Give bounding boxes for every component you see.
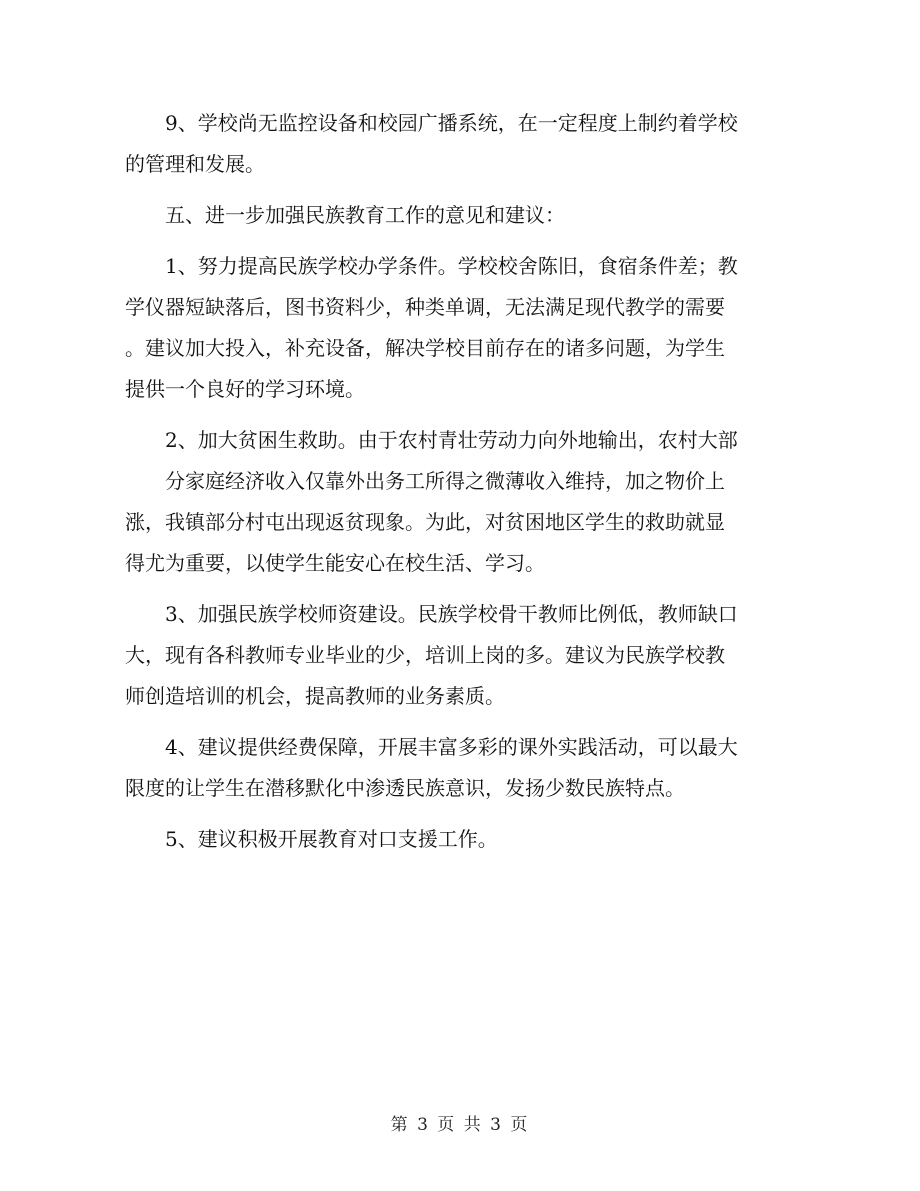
paragraph-suggestion-2 [125, 420, 797, 584]
text-line: 2、加大贫困生救助。由于农村青壮劳动力向外地输出，农村大部 [125, 428, 738, 452]
text-line: 限度的让学生在潜移默化中渗透民族意识，发扬少数民族特点。 [125, 776, 685, 800]
paragraph-suggestion-1 [125, 246, 797, 410]
paragraph-item-9 [125, 103, 797, 185]
paragraph-suggestion-4 [125, 727, 797, 809]
section-heading-five [125, 195, 797, 236]
text-line: 学仪器短缺落后，图书资料少，种类单调，无法满足现代教学的需要 [125, 295, 725, 319]
text-line: 。建议加大投入，补充设备，解决学校目前存在的诸多问题，为学生 [125, 336, 725, 360]
paragraph-suggestion-5 [125, 819, 797, 860]
text-line: 师创造培训的机会，提高教师的业务素质。 [125, 684, 505, 708]
document-body [125, 103, 797, 870]
text-line: 3、加强民族学校师资建设。民族学校骨干教师比例低，教师缺口 [125, 602, 738, 626]
paragraph-suggestion-3 [125, 594, 797, 717]
text-line: 1、努力提高民族学校办学条件。学校校舍陈旧，食宿条件差；教 [125, 254, 738, 278]
text-line: 5、建议积极开展教育对口支援工作。 [125, 827, 498, 851]
text-line: 的管理和发展。 [125, 152, 265, 176]
text-line: 4、建议提供经费保障，开展丰富多彩的课外实践活动，可以最大 [125, 735, 738, 759]
text-line: 五、进一步加强民族教育工作的意见和建议： [125, 203, 565, 227]
page-number-footer: 第 3 页 共 3 页 [390, 1115, 530, 1135]
text-line: 大，现有各科教师专业毕业的少，培训上岗的多。建议为民族学校教 [125, 643, 725, 667]
text-line: 得尤为重要，以使学生能安心在校生活、学习。 [125, 551, 545, 575]
text-line: 分家庭经济收入仅靠外出务工所得之微薄收入维持，加之物价上 [125, 469, 725, 493]
text-line: 9、学校尚无监控设备和校园广播系统，在一定程度上制约着学校 [125, 111, 738, 135]
text-line: 提供一个良好的学习环境。 [125, 377, 365, 401]
text-line: 涨，我镇部分村屯出现返贫现象。为此，对贫困地区学生的救助就显 [125, 510, 725, 534]
